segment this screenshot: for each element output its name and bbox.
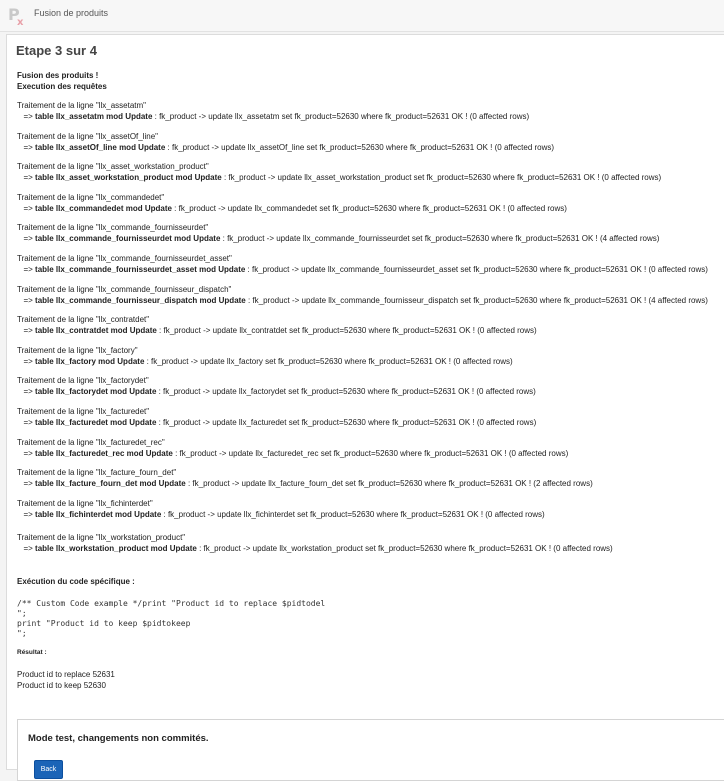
arrow-text: => [23,265,33,274]
table-update-item [17,314,537,336]
table-label: table llx_facture_fourn_det mod Update [35,479,186,489]
table-label: table llx_assetatm mod Update [35,112,153,121]
svg-text:P: P [8,5,20,24]
table-update-item [17,437,568,459]
module-title: Fusion de produits [34,8,109,18]
arrow-text: => [23,544,33,554]
table-detail: : fk_product -> update llx_assetOf_line set fk_product=52630 where fk_product=52631 OK ! (0 affected rows) [165,142,555,152]
arrow-text: => [23,356,33,366]
arrow-text: => [23,173,33,183]
table-heading: Traitement de la ligne "llx_contratdet" [17,315,150,325]
table-update-item [17,406,536,428]
arrow-text: => [23,234,33,244]
table-detail: : fk_product -> update llx_fichinterdet set fk_product=52630 where fk_product=52631 OK ! (0 affected rows) [161,509,545,519]
table-result-line [17,142,554,153]
table-label: table llx_commande_fournisseur_dispatch mod Update [35,295,246,305]
intro-line-1: Fusion des produits ! [17,71,99,80]
table-heading: Traitement de la ligne "llx_assetatm" [17,101,146,110]
arrow-text: => [23,479,33,489]
back-button[interactable]: Back [34,760,63,779]
product-merge-logo-icon [6,3,30,27]
result-line-replace: Product id to replace 52631 [17,670,115,679]
table-heading: Traitement de la ligne "llx_facturedet" [17,407,150,416]
top-bar [0,0,724,32]
table-label: table llx_factory mod Update [35,356,145,366]
table-heading: Traitement de la ligne "llx_workstation_product" [17,533,186,543]
table-heading: Traitement de la ligne "llx_factorydet" [17,376,149,386]
code-line: "; [17,629,27,638]
code-line: /** Custom Code example */print "Product id to replace $pidtodel [17,599,326,608]
table-detail: : fk_product -> update llx_facturedet_rec set fk_product=52630 where fk_product=52631 OK ! (0 affected rows) [172,448,569,458]
table-label: table llx_commandedet mod Update [35,203,172,213]
table-detail: : fk_product -> update llx_commande_fournisseurdet_asset set fk_product=52630 where fk_product=52631 OK ! (0 affected rows) [245,265,708,274]
table-heading: Traitement de la ligne "llx_asset_workstation_product" [17,162,209,172]
table-result-line [17,509,545,520]
arrow-text: => [23,112,33,121]
table-update-item [17,284,708,306]
table-detail: : fk_product -> update llx_facturedet set fk_product=52630 where fk_product=52631 OK ! (0 affected rows) [156,418,537,427]
arrow-text: => [23,326,33,336]
table-label: table llx_asset_workstation_product mod Update [35,173,222,183]
code-line: "; [17,609,27,618]
table-detail: : fk_product -> update llx_workstation_product set fk_product=52630 where fk_product=52631 OK ! (0 affected rows) [196,544,613,554]
table-detail: : fk_product -> update llx_assetatm set fk_product=52630 where fk_product=52631 OK ! (0 affected rows) [152,112,530,121]
table-result-line [17,448,568,459]
table-heading: Traitement de la ligne "llx_facturedet_rec" [17,437,165,447]
table-label: table llx_factorydet mod Update [35,387,157,397]
table-detail: : fk_product -> update llx_commande_fournisseurdet set fk_product=52630 where fk_product=52631 OK ! (4 affected rows) [220,234,660,244]
table-result-line [17,295,708,306]
arrow-text: => [23,509,33,519]
test-mode-box [17,719,724,781]
arrow-text: => [23,142,33,152]
table-update-item [17,253,708,275]
table-update-item [17,131,554,153]
table-update-item [17,345,513,367]
table-result-line [17,203,567,214]
table-result-line [17,417,536,428]
step-title: Etape 3 sur 4 [16,43,97,58]
table-result-line [17,264,708,275]
table-result-line [17,172,661,183]
table-result-line [17,543,613,554]
table-update-item [17,375,536,397]
result-label: Résultat : [17,649,47,656]
table-label: table llx_workstation_product mod Update [35,544,197,554]
table-detail: : fk_product -> update llx_contratdet set fk_product=52630 where fk_product=52631 OK ! (0 affected rows) [156,326,537,336]
table-result-line [17,233,659,244]
table-heading: Traitement de la ligne "llx_fichinterdet" [17,498,153,508]
table-heading: Traitement de la ligne "llx_factory" [17,345,138,355]
table-label: table llx_commande_fournisseurdet mod Update [35,234,221,244]
intro-line-2: Execution des requêtes [17,82,107,91]
table-update-item [17,532,613,554]
arrow-text: => [23,295,33,305]
arrow-text: => [23,448,33,458]
table-update-item [17,100,529,122]
test-mode-message: Mode test, changements non commités. [28,733,209,744]
table-result-line [17,325,537,336]
arrow-text: => [23,387,33,397]
table-heading: Traitement de la ligne "llx_commande_fournisseur_dispatch" [17,284,232,294]
table-detail: : fk_product -> update llx_commandedet set fk_product=52630 where fk_product=52631 OK ! (0 affected rows) [171,203,567,213]
intro-text [17,70,107,92]
arrow-text: => [23,203,33,213]
table-detail: : fk_product -> update llx_commande_fournisseur_dispatch set fk_product=52630 where fk_product=52631 OK ! (4 affected rows) [245,295,708,305]
table-label: table llx_commande_fournisseurdet_asset mod Update [35,265,246,274]
table-label: table llx_fichinterdet mod Update [35,509,162,519]
table-label: table llx_contratdet mod Update [35,326,157,336]
table-heading: Traitement de la ligne "llx_facture_fourn_det" [17,468,177,478]
arrow-text: => [23,418,33,427]
table-detail: : fk_product -> update llx_facture_fourn_det set fk_product=52630 where fk_product=52631 OK ! (2 affected rows) [185,479,593,489]
table-heading: Traitement de la ligne "llx_assetOf_line" [17,131,159,141]
main-panel [6,34,724,773]
code-line: print "Product id to keep $pidtokeep [17,619,191,628]
table-update-item [17,222,659,244]
table-update-item [17,498,545,520]
table-heading: Traitement de la ligne "llx_commandedet" [17,192,165,202]
specific-code-block [17,599,325,639]
table-detail: : fk_product -> update llx_factory set fk_product=52630 where fk_product=52631 OK ! (0 affected rows) [144,356,513,366]
table-result-line [17,356,513,367]
table-detail: : fk_product -> update llx_factorydet set fk_product=52630 where fk_product=52631 OK ! (0 affected rows) [156,387,536,397]
table-update-item [17,467,593,489]
table-result-line [17,111,529,122]
table-label: table llx_facturedet mod Update [35,418,157,427]
table-heading: Traitement de la ligne "llx_commande_fournisseurdet_asset" [17,254,232,263]
table-label: table llx_assetOf_line mod Update [35,142,166,152]
table-detail: : fk_product -> update llx_asset_workstation_product set fk_product=52630 where fk_product=52631 OK ! (0 affected rows) [221,173,662,183]
table-update-item [17,161,661,183]
table-result-line [17,478,593,489]
result-line-keep: Product id to keep 52630 [17,681,106,690]
table-result-line [17,386,536,397]
svg-text:x: x [17,17,24,27]
table-update-item [17,192,567,214]
table-heading: Traitement de la ligne "llx_commande_fournisseurdet" [17,223,209,233]
table-label: table llx_facturedet_rec mod Update [35,448,173,458]
specific-code-title: Exécution du code spécifique : [17,577,135,586]
